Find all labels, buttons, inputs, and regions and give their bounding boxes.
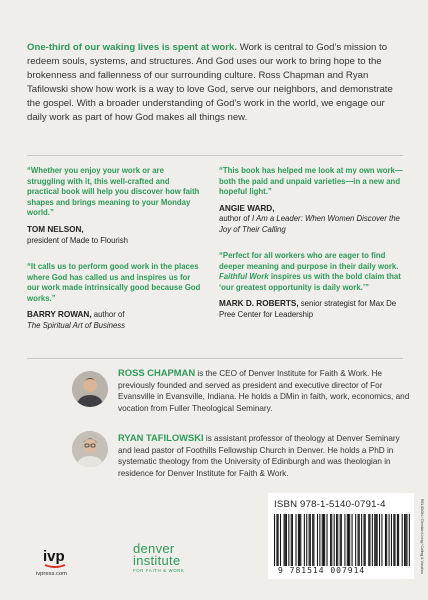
- barcode-bar: [352, 514, 353, 566]
- endorser-name: TOM NELSON,: [27, 224, 84, 234]
- ivp-logo-text: ivp: [43, 548, 65, 565]
- barcode-bar: [375, 514, 376, 566]
- barcode-bar: [349, 514, 350, 566]
- barcode-digits: 9 781514 007914: [278, 566, 366, 575]
- barcode-bar: [295, 514, 296, 566]
- barcode-bar: [309, 514, 310, 566]
- author-bio-text: is the CEO of Denver Institute for Faith & Work. He previously founded and served as president and executive director of For Evansville in Evansville, Indiana. He holds a DMin in faith, work, economics, and vocation from Fuller Theological Seminary.: [118, 369, 410, 413]
- barcode-bar: [398, 514, 399, 566]
- barcode-bar: [299, 514, 300, 566]
- intro-body: Work is central to God’s mission to redeem souls, systems, and structures. And God uses our work to bring hope to the brokenness and fallenness of our surrounding culture. Ross Chapman and Ryan Tafilowski show how work is a way to love God, serve our neighbors, and demonstrate the gospel. With a broader understanding of God’s work in the world, we engage our daily work as part of how God makes all things new.: [27, 42, 393, 123]
- barcode-bar: [330, 514, 331, 566]
- barcode-bar: [319, 514, 320, 566]
- endorsement-text: “Whether you enjoy your work or are struggling with it, this well-crafted and practical book will help you discover how faith shapes and brings meaning to your Monday world.”: [27, 166, 200, 218]
- divider-top: [27, 155, 403, 156]
- barcode-bar: [394, 514, 395, 566]
- barcode-bar: [336, 514, 337, 566]
- endorsement-roberts: [219, 251, 403, 321]
- barcode-bar: [326, 514, 327, 566]
- bisac-category: [417, 497, 427, 581]
- barcode-bar: [344, 514, 345, 566]
- barcode-bar: [278, 514, 279, 566]
- author-bio-text: is assistant professor of theology at Denver Seminary and lead pastor of Foothills Fellowship Church in Denver. He holds a PhD in systematic theology from the University of Edinburgh and was theologian in residence for Denver Institute for Faith & Work.: [118, 434, 400, 478]
- intro-lead: One-third of our waking lives is spent at work.: [27, 42, 238, 53]
- barcode-bar: [300, 514, 301, 566]
- barcode-bar: [322, 514, 323, 566]
- ryan-tafilowski-photo: [72, 431, 108, 467]
- book-title: Faithful Work: [219, 272, 269, 282]
- barcode: [274, 514, 410, 566]
- barcode-bar: [361, 514, 362, 566]
- endorser-name-text: BARRY ROWAN,: [27, 310, 92, 320]
- logo-line-2: institute: [133, 553, 181, 568]
- barcode-bar: [359, 514, 360, 566]
- barcode-bar: [348, 514, 349, 566]
- barcode-bar: [404, 514, 405, 566]
- barcode-bar: [389, 514, 390, 566]
- barcode-bar: [393, 514, 394, 566]
- publisher-website: ivpress.com: [36, 571, 67, 577]
- barcode-bar: [337, 514, 338, 566]
- barcode-bar: [285, 514, 286, 566]
- barcode-bar: [312, 514, 313, 566]
- barcode-bar: [385, 514, 386, 566]
- barcode-bar: [368, 514, 369, 566]
- endorsement-text: “This book has helped me look at my own work—both the paid and unpaid varieties—in a new and hopeful light.”: [219, 166, 403, 197]
- endorsement-ward: [219, 166, 403, 236]
- barcode-bar: [310, 514, 311, 566]
- bio-ross-chapman: [118, 367, 410, 414]
- barcode-bar: [374, 514, 375, 566]
- barcode-bar: [286, 514, 287, 566]
- endorsement-text: [219, 251, 401, 292]
- barcode-bar: [306, 514, 307, 566]
- barcode-bar: [298, 514, 299, 566]
- endorsement-rowan: [27, 262, 205, 332]
- divider-middle: [27, 358, 403, 359]
- endorser-name: ANGIE WARD,: [219, 203, 275, 213]
- barcode-bar: [377, 514, 378, 566]
- author-name: RYAN TAFILOWSKI: [118, 432, 204, 443]
- barcode-bar: [291, 514, 292, 566]
- endorser-role: president of Made to Flourish: [27, 235, 128, 245]
- barcode-bar: [381, 514, 382, 566]
- barcode-bar: [369, 514, 370, 566]
- endorsement-text: “It calls us to perform good work in the places where God has called us and inspires us for our work made intrinsically good because God works.”: [27, 262, 201, 303]
- endorser-role: [219, 214, 400, 234]
- barcode-bar: [341, 514, 342, 566]
- barcode-bar: [280, 514, 281, 566]
- endorsement-text-b: inspires us with the bold claim that ‘our greatest opportunity is daily work.’”: [219, 272, 401, 292]
- endorser-role-prefix: author of: [219, 214, 252, 224]
- barcode-bar: [292, 514, 293, 566]
- barcode-bar: [313, 514, 314, 566]
- ivp-logo-icon: [42, 541, 70, 569]
- barcode-bar: [365, 514, 366, 566]
- bio-ryan-tafilowski: [118, 432, 410, 479]
- author-name: ROSS CHAPMAN: [118, 367, 196, 378]
- book-title: I Am a Leader: When Women Discover the Joy of Their Calling: [219, 214, 400, 234]
- barcode-bar: [405, 514, 406, 566]
- barcode-bar: [358, 514, 359, 566]
- book-title: The Spiritual Art of Business: [27, 320, 126, 330]
- intro-paragraph: [27, 41, 403, 124]
- barcode-bar: [324, 514, 325, 566]
- logo-line-3: FOR FAITH & WORK: [133, 568, 185, 573]
- barcode-bar: [334, 514, 335, 566]
- endorser-role-suffix: author of: [91, 310, 125, 320]
- barcode-bar: [402, 514, 403, 566]
- barcode-bar: [276, 514, 277, 566]
- barcode-bar: [406, 514, 407, 566]
- barcode-bar: [397, 514, 398, 566]
- barcode-bar: [386, 514, 387, 566]
- isbn-number: ISBN 978-1-5140-0791-4: [274, 499, 386, 510]
- barcode-bar: [288, 514, 289, 566]
- portrait-icon: [72, 431, 108, 467]
- barcode-bar: [323, 514, 324, 566]
- barcode-bar: [304, 514, 305, 566]
- barcode-bar: [391, 514, 392, 566]
- endorser-name: [27, 310, 205, 321]
- ross-chapman-photo: [72, 371, 108, 407]
- portrait-icon: [72, 371, 108, 407]
- endorsement-nelson: [27, 166, 201, 246]
- barcode-bar: [379, 514, 380, 566]
- barcode-bar: [331, 514, 332, 566]
- endorsement-text-a: “Perfect for all workers who are eager to find deeper meaning and purpose in their daily work.: [219, 251, 399, 271]
- barcode-bar: [355, 514, 356, 566]
- category-text: RELIGION / Christian Living / Calling & Vocation: [420, 499, 424, 574]
- barcode-bar: [347, 514, 348, 566]
- barcode-bar: [363, 514, 364, 566]
- barcode-bar: [340, 514, 341, 566]
- endorser-name-text: MARK D. ROBERTS,: [219, 299, 299, 309]
- denver-institute-logo: [133, 543, 185, 573]
- endorser-role: senior strategist for Max De Pree Center for Leadership: [219, 299, 397, 319]
- endorser-name: [219, 299, 403, 320]
- endorser-role: [27, 321, 125, 330]
- barcode-bar: [372, 514, 373, 566]
- barcode-bar: [317, 514, 318, 566]
- ivp-logo: [42, 541, 70, 574]
- barcode-bar: [284, 514, 285, 566]
- logo-line-1: denver: [133, 541, 175, 556]
- barcode-bar: [274, 514, 275, 566]
- barcode-bar: [409, 514, 410, 566]
